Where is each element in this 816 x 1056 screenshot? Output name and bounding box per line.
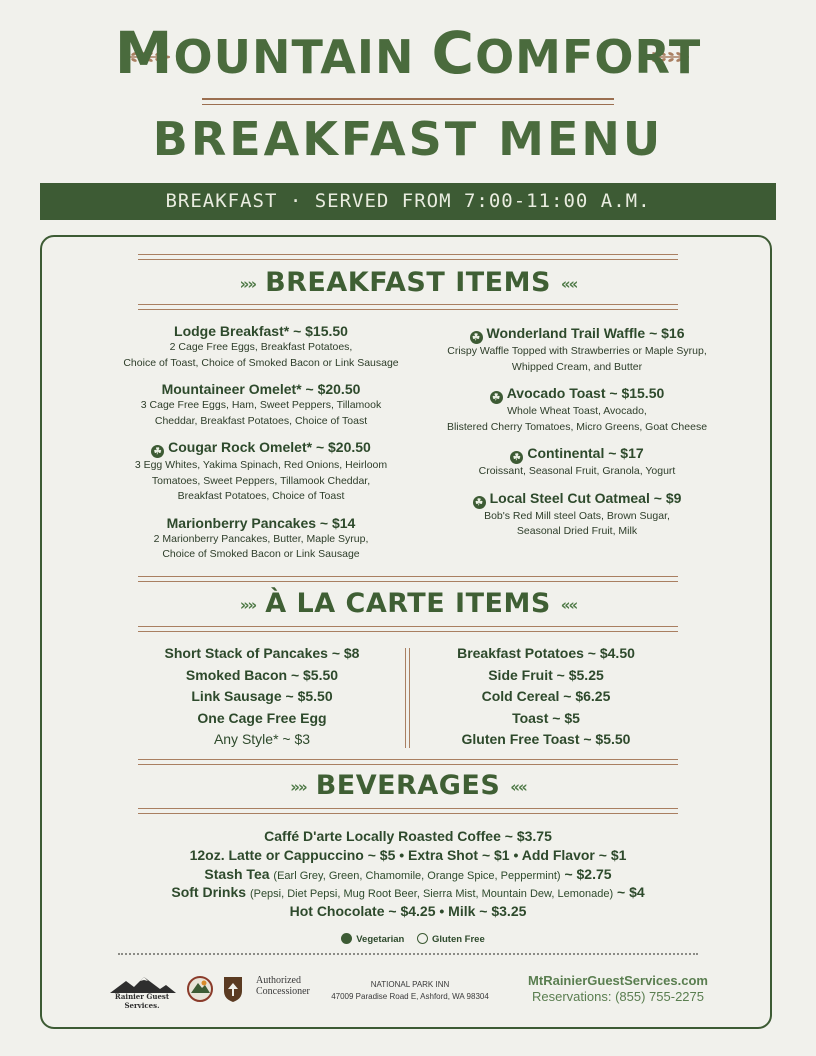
breakfast-items-left-column [90,322,432,572]
arrow-right-icon: »» [290,777,306,796]
menu-item-description: Seasonal Dried Fruit, Milk [516,525,638,537]
beverages-heading: »» BEVERAGES «« [290,770,526,801]
menu-item-description: Crispy Waffle Topped with Strawberries or Maple Syrup, [447,345,707,357]
menu-item-description: Blistered Cherry Tomatoes, Micro Greens, Goat Cheese [446,420,708,433]
section-rule [138,576,678,582]
beverage-espresso: 12oz. Latte or Cappuccino ~ $5 • Extra Shot ~ $1 • Add Flavor ~ $1 [189,847,627,863]
menu-item-name-text: Avocado Toast ~ $15.50 [506,385,665,401]
menu-item [404,324,750,375]
menu-item-name [404,489,750,509]
service-hours-banner: BREAKFAST · SERVED FROM 7:00-11:00 A.M. [40,183,776,220]
arrow-left-icon: «« [510,777,526,796]
menu-item-name-text: Mountaineer Omelet* ~ $20.50 [161,381,361,397]
menu-item-name-text: Local Steel Cut Oatmeal ~ $9 [489,489,682,506]
restaurant-title: MOUNTAIN COMFORT [114,19,702,87]
beverage-hot-chocolate-milk: Hot Chocolate ~ $4.25 • Milk ~ $3.25 [289,903,527,919]
website-link[interactable]: MtRainierGuestServices.com [528,973,708,988]
vegetarian-icon: ☘ [151,445,164,458]
a-la-carte-left-column [130,643,394,751]
menu-item-description: Choice of Smoked Bacon or Link Sausage [162,548,360,560]
a-la-carte-item: Link Sausage ~ $5.50 [191,688,333,704]
dotted-divider [118,953,698,955]
menu-item-description: Whipped Cream, and Butter [511,360,643,373]
menu-item [404,489,750,540]
menu-item-description: Cheddar, Breakfast Potatoes, Choice of Toast [154,414,368,427]
rainier-guest-services-logo-text: Rainier Guest Services. [114,992,170,1010]
breakfast-items-heading: »» BREAKFAST ITEMS «« [239,267,577,298]
menu-item-description: 2 Marionberry Pancakes, Butter, Maple Syrup, [153,532,369,545]
menu-item-description: Choice of Toast, Choice of Smoked Bacon or Link Sausage [123,356,399,369]
menu-item-name [90,380,432,398]
menu-item-description: Whole Wheat Toast, Avocado, [507,405,647,417]
menu-item-name-text: Cougar Rock Omelet* ~ $20.50 [168,439,371,455]
section-rule [138,304,678,310]
beverage-tea: Stash Tea (Earl Grey, Green, Chamomile, Orange Spice, Peppermint) ~ $2.75 [204,866,612,882]
menu-item-description: Breakfast Potatoes, Choice of Toast [177,490,345,502]
menu-item-name-text: Marionberry Pancakes ~ $14 [166,514,356,531]
menu-item [90,380,432,429]
menu-item-name-text: Continental ~ $17 [527,445,644,461]
a-la-carte-item: Toast ~ $5 [512,709,580,726]
legend: Vegetarian Gluten Free [0,933,816,945]
gluten-free-icon [417,933,428,944]
a-la-carte-item: Any Style* ~ $3 [213,731,311,747]
a-la-carte-item: Smoked Bacon ~ $5.50 [185,666,339,683]
menu-item-description: Bob's Red Mill steel Oats, Brown Sugar, [484,509,670,522]
menu-item [404,384,750,435]
a-la-carte-item: Side Fruit ~ $5.25 [488,666,604,683]
beverage-coffee: Caffé D'arte Locally Roasted Coffee ~ $3.75 [264,828,552,844]
arrow-left-icon: «« [560,595,577,614]
a-la-carte-item: Gluten Free Toast ~ $5.50 [461,731,631,747]
menu-item-name [90,438,432,458]
menu-title: BREAKFAST MENU [152,112,664,166]
a-la-carte-item: Breakfast Potatoes ~ $4.50 [457,645,635,661]
arrow-right-icon: »» [239,274,256,293]
a-la-carte-item: Short Stack of Pancakes ~ $8 [164,645,360,661]
section-rule [138,626,678,632]
column-divider [405,648,410,748]
vegetarian-icon [341,933,352,944]
menu-item-name-text: Lodge Breakfast* ~ $15.50 [174,323,348,339]
a-la-carte-item: Cold Cereal ~ $6.25 [481,688,611,704]
park-badge-logo-icon [186,975,214,1003]
authorized-concessioner: Authorized Concessioner [256,975,310,997]
inn-info: NATIONAL PARK INN 47009 Paradise Road E, Ashford, WA 98304 [331,980,489,1001]
menu-item-name [90,514,432,532]
arrow-right-icon: »» [239,595,256,614]
beverage-soft-drinks: Soft Drinks (Pepsi, Diet Pepsi, Mug Root Beer, Sierra Mist, Mountain Dew, Lemonade) ~ $4 [171,884,645,900]
breakfast-items-right-column [404,324,750,549]
section-rule [138,808,678,814]
menu-item-description: 3 Cage Free Eggs, Ham, Sweet Peppers, Tillamook [140,399,382,411]
menu-item-name [404,324,750,344]
reservations-phone: Reservations: (855) 755-2275 [532,989,704,1004]
vegetarian-icon: ☘ [470,331,483,344]
a-la-carte-item: One Cage Free Egg [197,709,327,726]
menu-item [90,322,432,371]
menu-item [90,438,432,505]
a-la-carte-right-column [414,643,678,751]
vegetarian-icon: ☘ [473,496,486,509]
menu-item-description: Croissant, Seasonal Fruit, Granola, Yogurt [478,465,676,477]
menu-item-name [404,384,750,404]
section-rule [138,759,678,765]
menu-item-description: 2 Cage Free Eggs, Breakfast Potatoes, [169,341,353,353]
title-divider [202,98,614,105]
menu-item [404,444,750,480]
arrow-left-icon: «« [560,274,577,293]
vegetarian-icon: ☘ [490,391,503,404]
a-la-carte-heading: »» À LA CARTE ITEMS «« [239,588,577,619]
vegetarian-icon: ☘ [510,451,523,464]
menu-item-description: 3 Egg Whites, Yakima Spinach, Red Onions, Heirloom [134,459,388,471]
section-rule [138,254,678,260]
menu-item-name [90,322,432,340]
nps-arrowhead-logo-icon [222,975,244,1003]
menu-item-name-text: Wonderland Trail Waffle ~ $16 [486,325,685,341]
menu-item [90,514,432,563]
menu-item-description: Tomatoes, Sweet Peppers, Tillamook Cheddar, [151,474,371,487]
menu-item-name [404,444,750,464]
